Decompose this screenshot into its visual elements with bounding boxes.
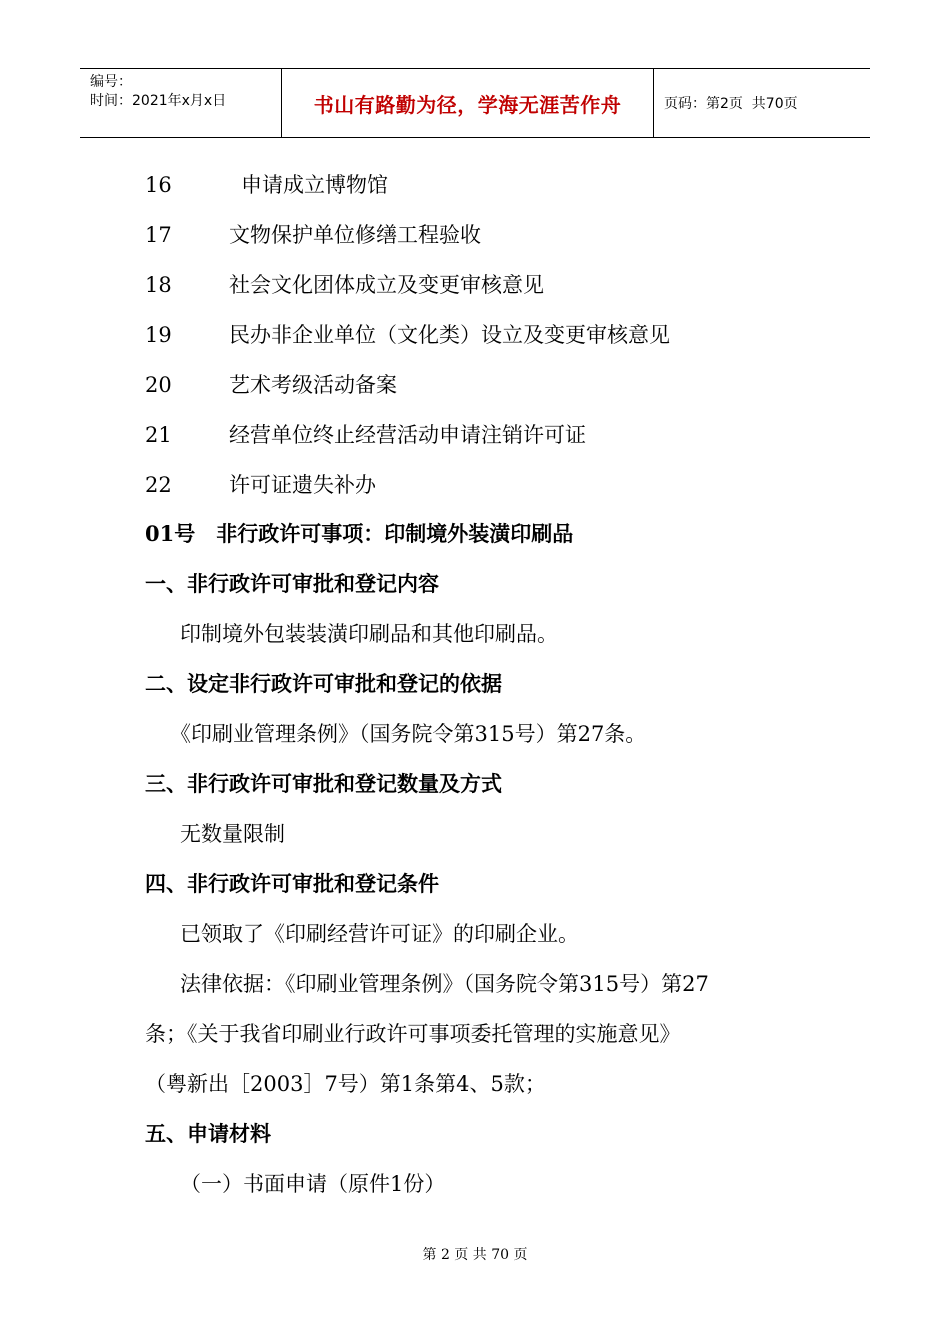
section-4-body-2-line-1: 法律依据：《印刷业管理条例》（国务院令第315号）第27: [180, 972, 709, 996]
header-page-info: 页码：第2页 共70页: [664, 96, 798, 112]
item-number: 19: [145, 323, 172, 347]
section-5-body: （一）书面申请（原件1份）: [180, 1172, 446, 1196]
header-number-label: 编号：: [90, 74, 132, 90]
item-text: 文物保护单位修缮工程验收: [229, 223, 481, 247]
item-text: 许可证遗失补办: [229, 473, 376, 497]
item-number: 16: [145, 173, 172, 197]
item-number: 22: [145, 473, 172, 497]
item-text: 社会文化团体成立及变更审核意见: [229, 273, 544, 297]
section-1-body: 印制境外包装装潢印刷品和其他印刷品。: [180, 622, 558, 646]
item-number: 20: [145, 373, 172, 397]
header-time-label: 时间：2021年x月x日: [90, 93, 227, 109]
header-page-info-cell: [654, 69, 870, 137]
document-title: 01号 非行政许可事项：印制境外装潢印刷品: [145, 521, 574, 546]
page-footer: 第 2 页 共 70 页: [422, 1247, 528, 1263]
section-4-body-2-line-3: （粤新出［2003］7号）第1条第4、5款；: [145, 1072, 546, 1096]
section-4-heading: 四、非行政许可审批和登记条件: [145, 871, 439, 896]
page-header: [80, 68, 870, 138]
section-4-body-1: 已领取了《印刷经营许可证》的印刷企业。: [180, 922, 579, 946]
item-text: 艺术考级活动备案: [229, 373, 397, 397]
item-number: 18: [145, 273, 172, 297]
item-number: 17: [145, 223, 172, 247]
item-number: 21: [145, 423, 172, 447]
section-3-body: 无数量限制: [180, 822, 285, 846]
section-1-heading: 一、非行政许可审批和登记内容: [145, 571, 439, 596]
section-2-body: 《印刷业管理条例》（国务院令第315号）第27条。: [170, 722, 647, 746]
section-2-heading: 二、设定非行政许可审批和登记的依据: [145, 671, 502, 696]
header-motto: 书山有路勤为径，学海无涯苦作舟: [282, 69, 654, 137]
item-text: 经营单位终止经营活动申请注销许可证: [229, 423, 586, 447]
item-text: 申请成立博物馆: [241, 173, 388, 197]
section-5-heading: 五、申请材料: [145, 1121, 271, 1146]
header-meta: [80, 69, 282, 137]
section-4-body-2-line-2: 条；《关于我省印刷业行政许可事项委托管理的实施意见》: [145, 1022, 681, 1046]
section-3-heading: 三、非行政许可审批和登记数量及方式: [145, 771, 502, 796]
item-text: 民办非企业单位（文化类）设立及变更审核意见: [229, 323, 670, 347]
